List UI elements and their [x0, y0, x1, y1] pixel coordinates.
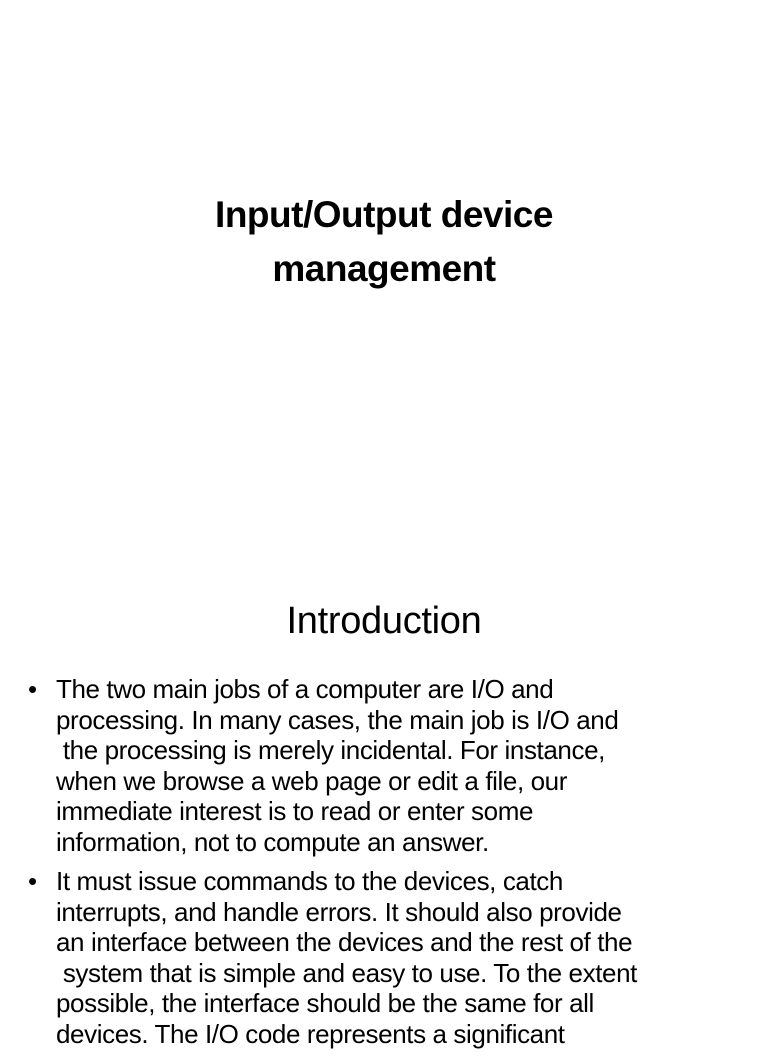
bullet-item — [26, 866, 741, 1049]
bullet-line: possible, the interface should be the same for all — [56, 988, 594, 1018]
bullet-line: devices. The I/O code represents a significant — [56, 1018, 565, 1049]
bullet-list — [26, 674, 741, 1058]
slide-title-line: management — [272, 248, 496, 289]
slide-title — [0, 188, 768, 296]
bullet-item — [26, 674, 741, 857]
bullet-line: an interface between the devices and the rest of the — [56, 927, 633, 957]
bullet-dot-icon: • — [28, 674, 37, 704]
bullet-line: when we browse a web page or edit a file, our — [56, 765, 567, 796]
bullet-line: interrupts, and handle errors. It should also provide — [56, 896, 622, 927]
introduction-slide — [0, 576, 768, 1049]
bullet-line: immediate interest is to read or enter some — [56, 796, 534, 826]
bullet-line: the processing is merely incidental. For instance, — [56, 735, 605, 765]
bullet-line: processing. In many cases, the main job is I/O and — [56, 704, 619, 735]
slide-heading: Introduction — [286, 600, 482, 642]
bullet-line: It must issue commands to the devices, catch — [56, 866, 563, 896]
bullet-line: information, not to compute an answer. — [56, 826, 489, 857]
slide-title-line: Input/Output device — [215, 194, 553, 235]
bullet-line: system that is simple and easy to use. To the extent — [56, 957, 637, 988]
bullet-dot-icon: • — [28, 866, 37, 896]
bullet-line: The two main jobs of a computer are I/O and — [56, 674, 554, 704]
